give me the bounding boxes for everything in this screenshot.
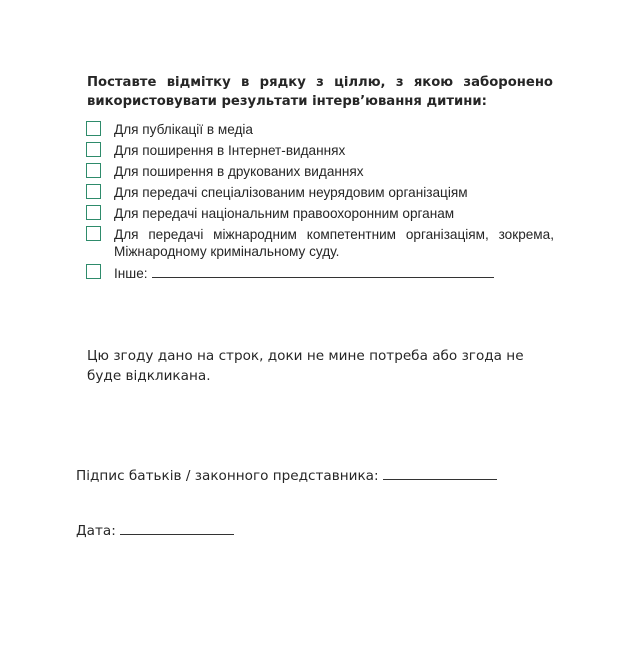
checkbox-print[interactable] <box>86 163 101 178</box>
option-label-ngo: Для передачі спеціалізованим неурядовим організаціям <box>114 185 468 200</box>
option-label-media: Для публікації в медіа <box>114 122 253 137</box>
option-international <box>86 226 554 260</box>
option-other-row <box>114 264 554 282</box>
signature-field[interactable] <box>383 465 497 480</box>
checkbox-media[interactable] <box>86 121 101 136</box>
option-law-enforcement <box>86 205 554 222</box>
option-label-print: Для поширення в друкованих виданнях <box>114 164 364 179</box>
checkbox-other[interactable] <box>86 264 101 279</box>
option-label-other: Інше: <box>114 266 148 281</box>
question-heading: Поставте відмітку в рядку з ціллю, з якою заборонено використовувати результати інтерв’ювання дитини: <box>87 75 553 109</box>
option-media <box>86 121 554 138</box>
other-input-line[interactable] <box>152 264 494 278</box>
purpose-checklist <box>86 121 554 286</box>
checkbox-internet[interactable] <box>86 142 101 157</box>
checkbox-law-enforcement[interactable] <box>86 205 101 220</box>
checkbox-international[interactable] <box>86 226 101 241</box>
option-label-law-enforcement: Для передачі національним правоохоронним органам <box>114 206 455 221</box>
date-label: Дата: <box>76 523 116 539</box>
date-row <box>76 520 234 540</box>
option-ngo <box>86 184 554 201</box>
option-label-internet: Для поширення в Інтернет-виданнях <box>114 143 346 158</box>
consent-text: Цю згоду дано на строк, доки не мине потреба або згода не буде відкликана. <box>87 348 524 384</box>
checkbox-ngo[interactable] <box>86 184 101 199</box>
option-other <box>86 264 554 282</box>
date-field[interactable] <box>120 520 234 535</box>
signature-label: Підпис батьків / законного представника: <box>76 468 379 484</box>
option-internet <box>86 142 554 159</box>
option-print <box>86 163 554 180</box>
signature-row <box>76 465 497 485</box>
option-label-international: Для передачі міжнародним компетентним організаціям, зокрема, Міжнародному кримінальному суду. <box>114 227 554 259</box>
